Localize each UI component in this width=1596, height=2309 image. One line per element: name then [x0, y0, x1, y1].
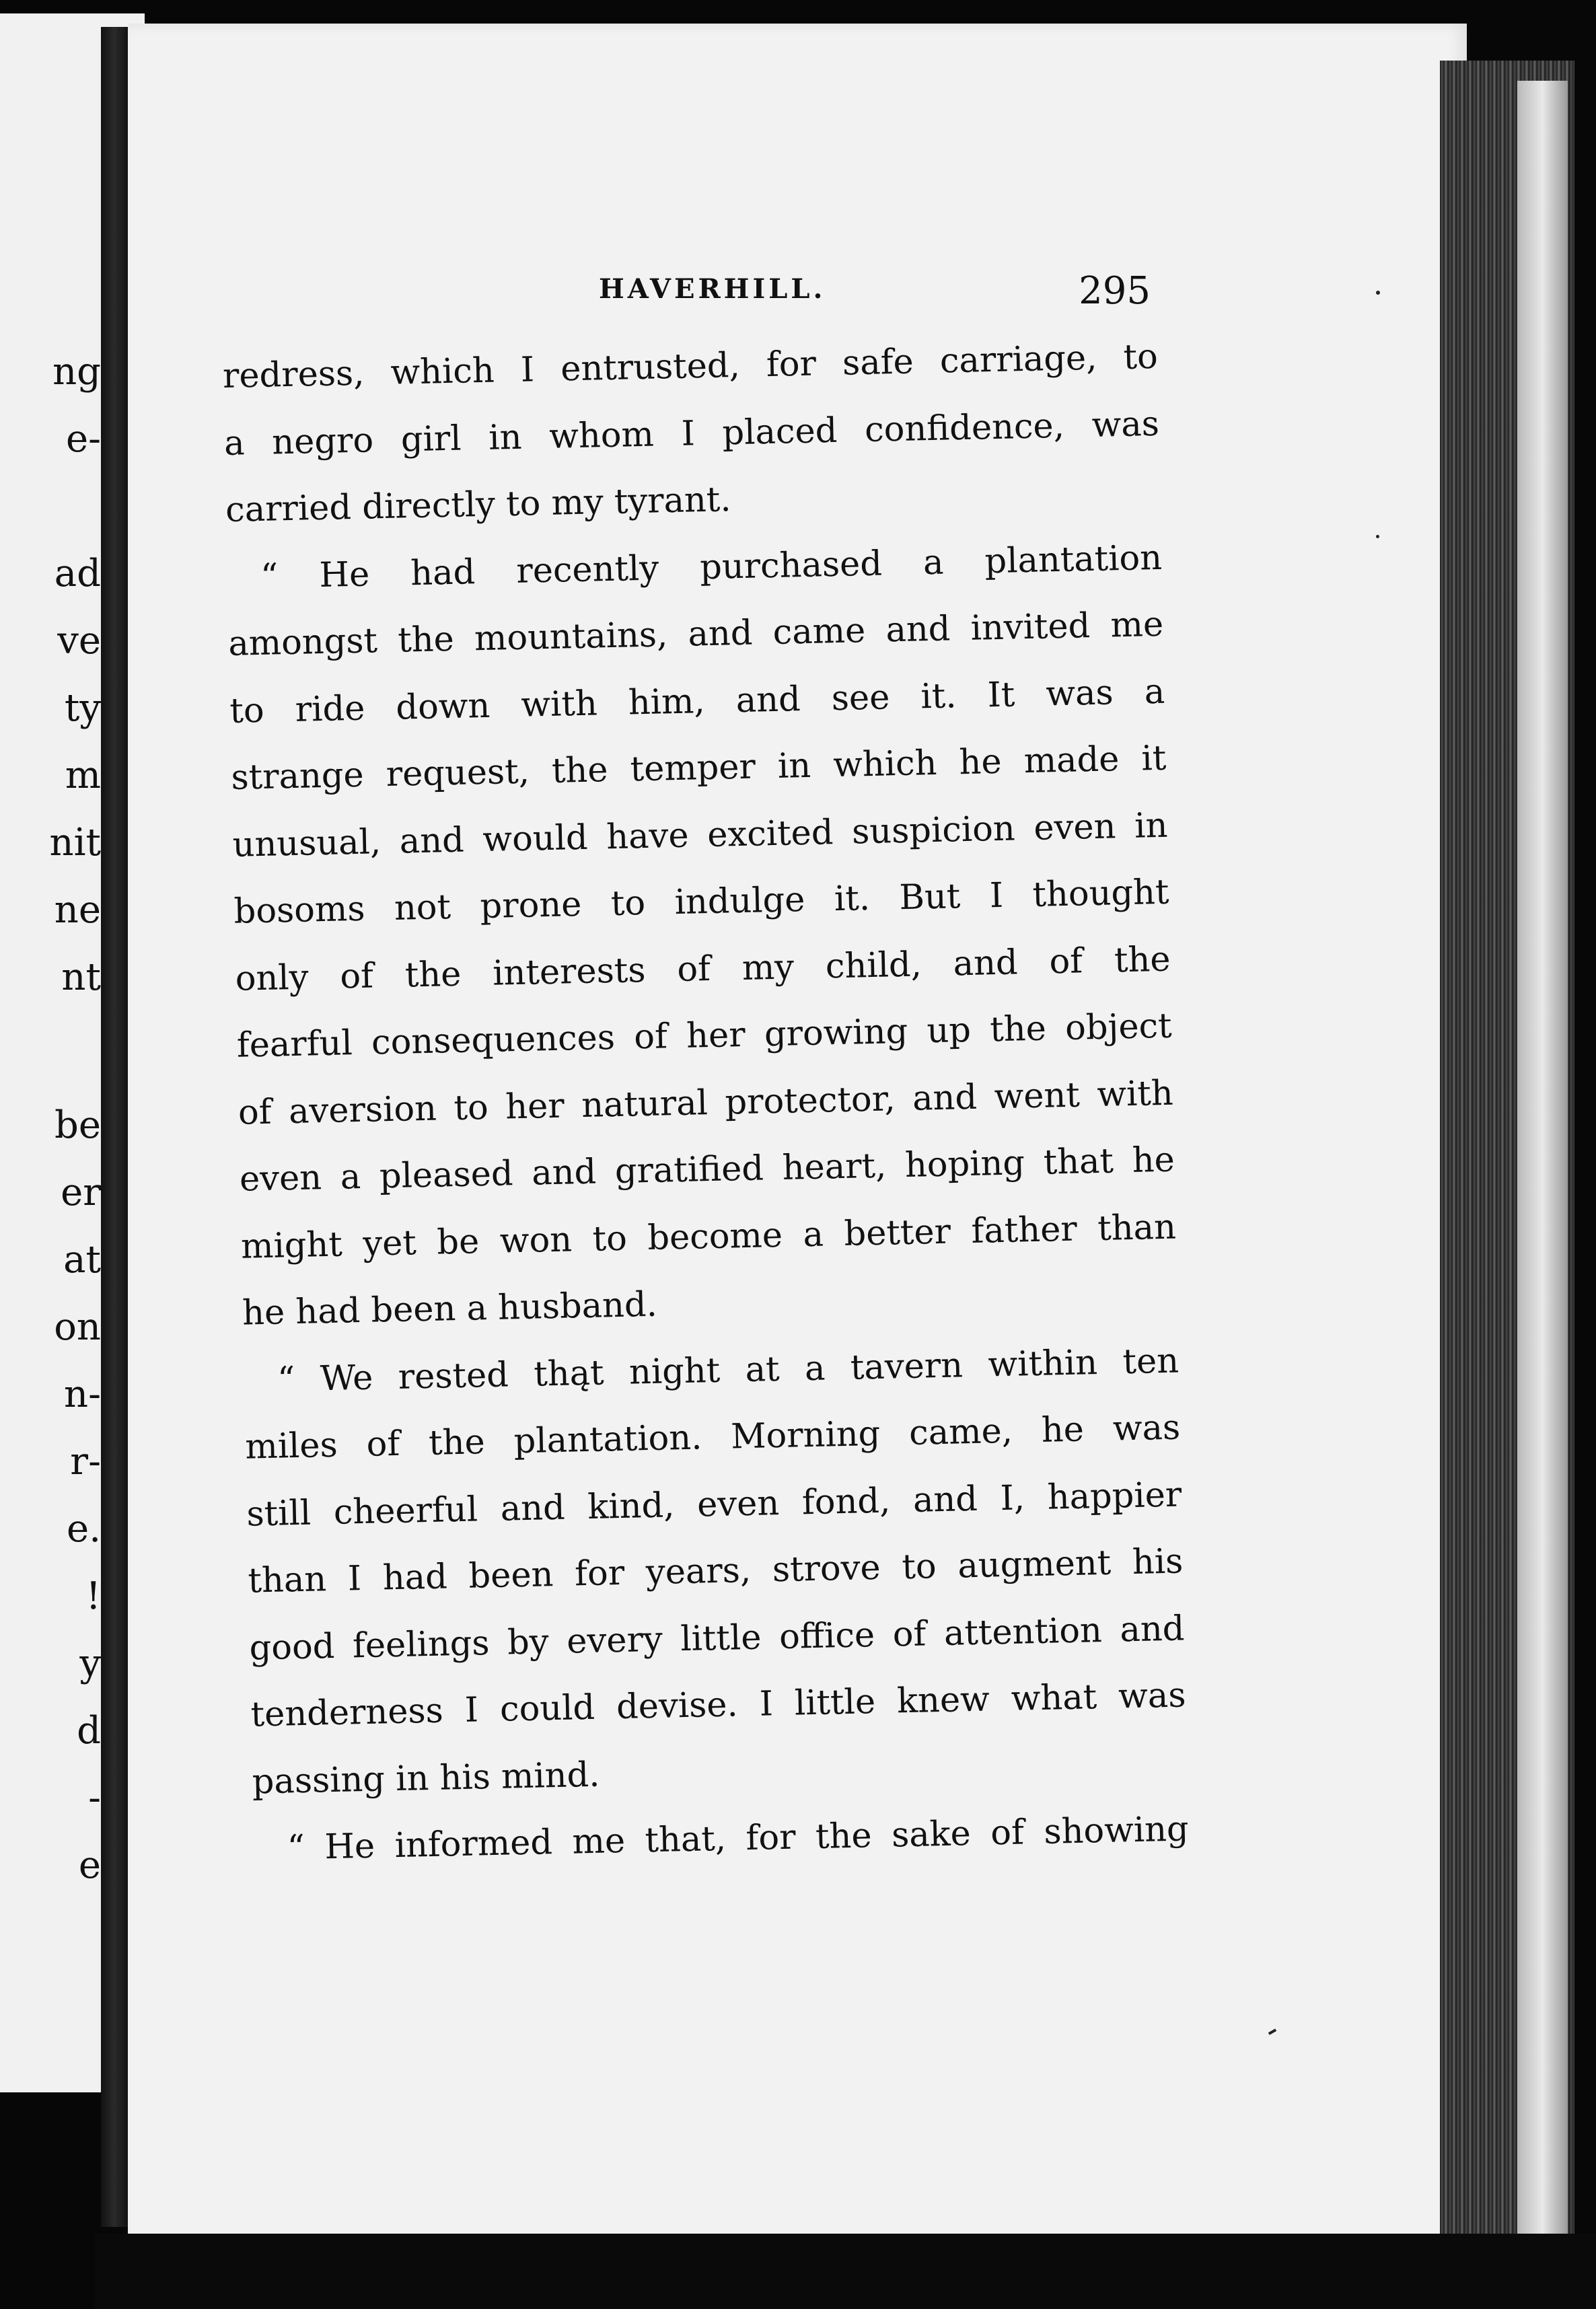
previous-page-line-ending: y: [79, 1642, 101, 1685]
text-line: to ride down with him, and see it. It was a: [229, 671, 1165, 731]
previous-page-line-ending: ne: [54, 888, 101, 932]
text-line: he had been a husband.: [242, 1284, 658, 1333]
previous-page-line-ending: nit: [49, 821, 101, 865]
text-line: only of the interests of my child, and of the: [235, 939, 1171, 999]
previous-page-line-ending: ad: [54, 552, 101, 595]
running-head: HAVERHILL.: [599, 273, 826, 305]
previous-page-line-ending: d: [77, 1709, 101, 1753]
previous-page-line-ending: -: [88, 1776, 101, 1820]
text-line: even a pleased and gratified heart, hoping that he: [239, 1140, 1175, 1200]
previous-page-line-ending: ng: [52, 350, 101, 394]
text-line: strange request, the temper in which he made it: [230, 738, 1167, 798]
book-gutter: [101, 27, 128, 2227]
previous-page-line-ending: e-: [65, 417, 101, 461]
previous-page-line-ending: be: [55, 1103, 101, 1147]
previous-page-line-ending: ty: [64, 686, 101, 730]
text-line: passing in his mind.: [252, 1755, 601, 1802]
text-line: of aversion to her natural protector, and went with: [238, 1073, 1174, 1133]
previous-page-line-ending: e: [78, 1843, 101, 1887]
page-number: 295: [1079, 269, 1151, 313]
previous-page-line-ending: nt: [61, 955, 101, 999]
previous-page-line-ending: !: [85, 1574, 101, 1618]
text-line: amongst the mountains, and came and invited me: [227, 604, 1164, 664]
body-text: [222, 324, 1190, 1882]
previous-page-line-ending: r-: [70, 1440, 101, 1483]
text-line: a negro girl in whom I placed confidence, was: [223, 404, 1160, 464]
text-line: tenderness I could devise. I little knew what was: [250, 1675, 1187, 1735]
page-header: [269, 269, 1151, 330]
text-line: “ He had recently purchased a plantation: [260, 538, 1163, 597]
text-line: carried directly to my tyrant.: [225, 480, 732, 530]
previous-page-line-ending: n-: [64, 1372, 101, 1416]
previous-page-line-ending: ve: [57, 619, 101, 663]
previous-page-line-ending: on: [54, 1305, 101, 1349]
text-line: miles of the plantation. Morning came, he was: [244, 1407, 1181, 1467]
text-line: bosoms not prone to indulge it. But I thought: [233, 872, 1170, 932]
ink-speck: [1376, 291, 1380, 295]
ink-speck: [1376, 535, 1379, 538]
previous-page-line-ending: er: [61, 1171, 101, 1214]
previous-page-line-ending: e.: [67, 1507, 101, 1551]
bottom-shadow: [94, 2234, 1596, 2309]
text-line: than I had been for years, strove to augment his: [247, 1541, 1184, 1601]
text-line: “ We rested thąt night at a tavern within ten: [277, 1341, 1180, 1400]
text-line: unusual, and would have excited suspicion even in: [232, 805, 1168, 865]
text-line: redress, which I entrusted, for safe carriage, to: [222, 336, 1159, 396]
page-edges-highlight: [1517, 81, 1568, 2247]
previous-page-line-ending: at: [63, 1238, 101, 1282]
text-line: fearful consequences of her growing up the object: [236, 1006, 1173, 1066]
text-line: good feelings by every little office of attention and: [249, 1608, 1185, 1669]
text-line: still cheerful and kind, even fond, and I, happier: [246, 1475, 1182, 1535]
text-line: might yet be won to become a better father than: [240, 1207, 1177, 1267]
text-line: “ He informed me that, for the sake of showing: [287, 1809, 1190, 1868]
previous-page-line-ending: m: [65, 754, 101, 797]
